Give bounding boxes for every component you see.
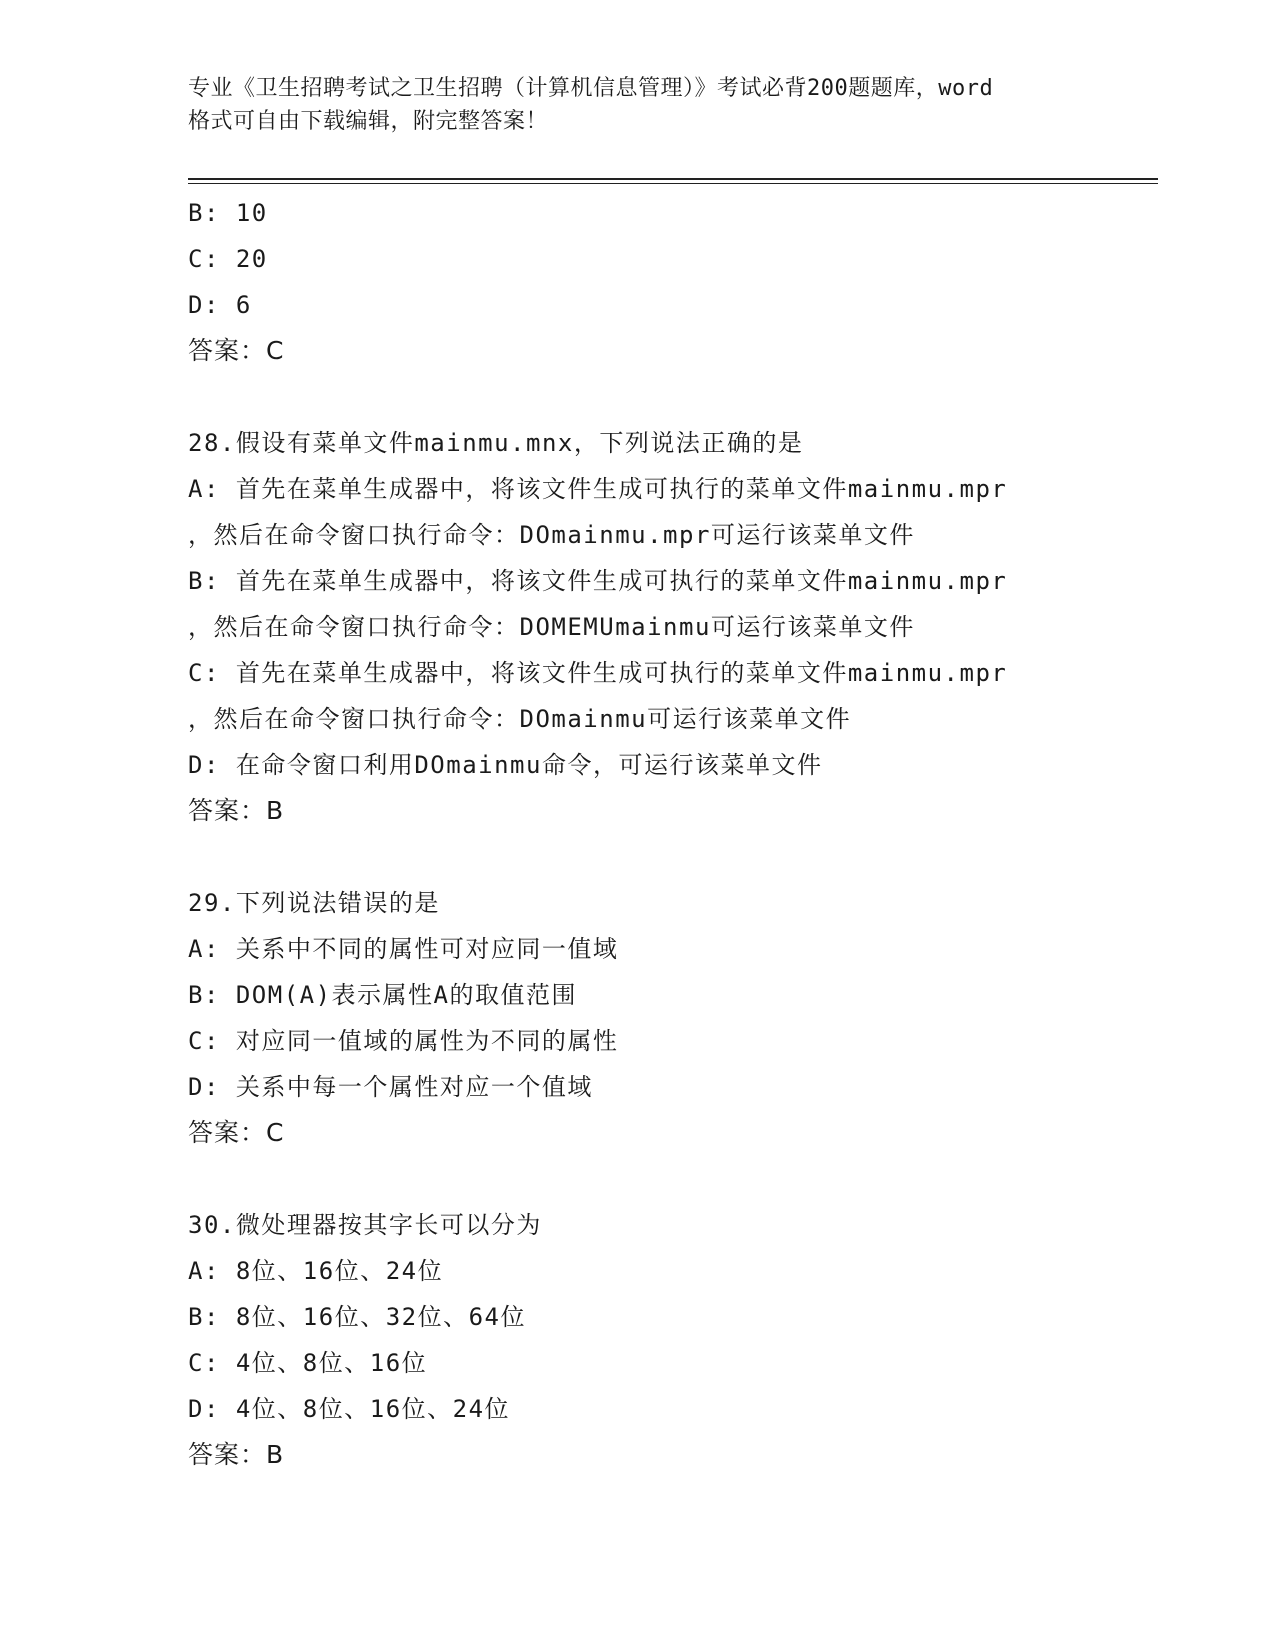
question-27-tail: [188, 190, 1148, 374]
answer: 答案：B: [188, 796, 285, 825]
spacer: [188, 1156, 1148, 1202]
option-a: A: 关系中不同的属性可对应同一值域: [188, 935, 619, 963]
question-30: [188, 1202, 1148, 1478]
question-list: [188, 190, 1148, 1478]
question-text: 30.微处理器按其字长可以分为: [188, 1211, 542, 1239]
option-d: D: 4位、8位、16位、24位: [188, 1395, 511, 1423]
option-d: D: 6: [188, 291, 252, 319]
option-b-line-1: B: 首先在菜单生成器中，将该文件生成可执行的菜单文件mainmu.mpr: [188, 567, 1008, 595]
question-text: 28.假设有菜单文件mainmu.mnx，下列说法正确的是: [188, 429, 804, 457]
option-a-line-2: ，然后在命令窗口执行命令：DOmainmu.mpr可运行该菜单文件: [188, 521, 915, 549]
header-line-2: 格式可自由下载编辑，附完整答案！: [188, 109, 549, 134]
option-c-line-2: ，然后在命令窗口执行命令：DOmainmu可运行该菜单文件: [188, 705, 852, 733]
question-28: [188, 420, 1148, 834]
question-text: 29.下列说法错误的是: [188, 889, 440, 917]
header-divider-thick: [188, 178, 1158, 180]
option-d: D: 在命令窗口利用DOmainmu命令，可运行该菜单文件: [188, 751, 823, 779]
header-divider-thin: [188, 183, 1158, 184]
spacer: [188, 834, 1148, 880]
option-b: B: 8位、16位、32位、64位: [188, 1303, 526, 1331]
answer: 答案：C: [188, 336, 285, 365]
option-b: B: 10: [188, 199, 268, 227]
option-c: C: 4位、8位、16位: [188, 1349, 428, 1377]
option-a-line-1: A: 首先在菜单生成器中，将该文件生成可执行的菜单文件mainmu.mpr: [188, 475, 1008, 503]
option-c-line-1: C: 首先在菜单生成器中，将该文件生成可执行的菜单文件mainmu.mpr: [188, 659, 1008, 687]
answer: 答案：B: [188, 1440, 285, 1469]
answer: 答案：C: [188, 1118, 285, 1147]
option-d: D: 关系中每一个属性对应一个值域: [188, 1073, 593, 1101]
option-c: C: 20: [188, 245, 268, 273]
spacer: [188, 374, 1148, 420]
option-a: A: 8位、16位、24位: [188, 1257, 444, 1285]
question-29: [188, 880, 1148, 1156]
option-b-line-2: ，然后在命令窗口执行命令：DOMEMUmainmu可运行该菜单文件: [188, 613, 915, 641]
option-b: B: DOM(A)表示属性A的取值范围: [188, 981, 577, 1009]
option-c: C: 对应同一值域的属性为不同的属性: [188, 1027, 619, 1055]
document-header: [188, 72, 1088, 138]
header-line-1: 专业《卫生招聘考试之卫生招聘（计算机信息管理）》考试必背200题题库，word: [188, 76, 994, 101]
